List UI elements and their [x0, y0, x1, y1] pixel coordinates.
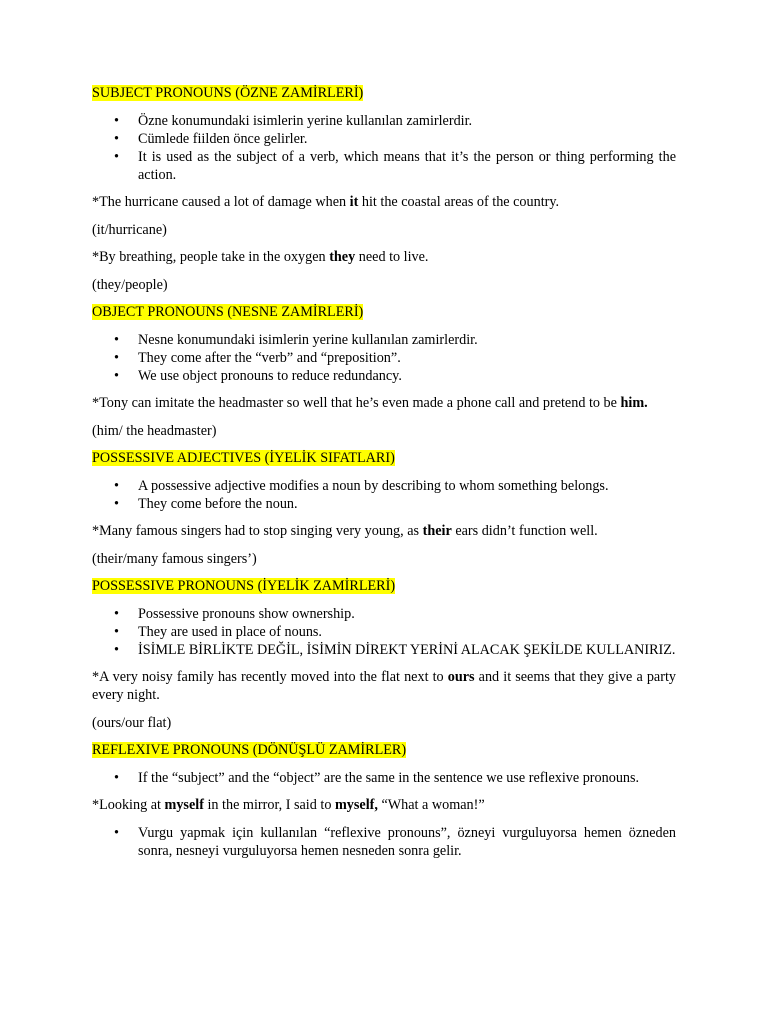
- list-item: • İSİMLE BİRLİKTE DEĞİL, İSİMİN DİREKT YERİNİ ALACAK ŞEKİLDE KULLANIRIZ.: [92, 641, 676, 659]
- example-sentence: *Many famous singers had to stop singing very young, as their ears didn’t function well.: [92, 523, 598, 539]
- document-body: [92, 84, 676, 869]
- example-reference: (ours/our flat): [92, 715, 172, 731]
- section-heading: SUBJECT PRONOUNS (ÖZNE ZAMİRLERİ): [92, 85, 364, 101]
- list-item: • If the “subject” and the “object” are the same in the sentence we use reflexive pronouns.: [92, 769, 676, 787]
- bullet-list: [92, 331, 676, 385]
- list-item: • A possessive adjective modifies a noun by describing to whom something belongs.: [92, 477, 676, 495]
- list-item: • It is used as the subject of a verb, which means that it’s the person or thing performing the action.: [92, 148, 676, 184]
- list-item: • They come after the “verb” and “preposition”.: [92, 349, 676, 367]
- bullet-list: [92, 824, 676, 860]
- bullet-list: [92, 112, 676, 184]
- example-reference: (it/hurricane): [92, 222, 167, 238]
- example-sentence: *A very noisy family has recently moved into the flat next to ours and it seems that they give a party every night.: [92, 669, 676, 703]
- bullet-list: [92, 605, 676, 659]
- section-heading: POSSESSIVE ADJECTIVES (İYELİK SIFATLARI): [92, 450, 395, 466]
- bullet-list: [92, 769, 676, 787]
- list-item: • They come before the noun.: [92, 495, 676, 513]
- bullet-list: [92, 477, 676, 513]
- example-sentence: *Looking at myself in the mirror, I said to myself, “What a woman!”: [92, 797, 485, 813]
- list-item: • They are used in place of nouns.: [92, 623, 676, 641]
- example-reference: (their/many famous singers’): [92, 551, 257, 567]
- example-reference: (him/ the headmaster): [92, 423, 217, 439]
- section-heading: OBJECT PRONOUNS (NESNE ZAMİRLERİ): [92, 304, 364, 320]
- list-item: • Özne konumundaki isimlerin yerine kullanılan zamirlerdir.: [92, 112, 676, 130]
- list-item: • Possessive pronouns show ownership.: [92, 605, 676, 623]
- section-heading: REFLEXIVE PRONOUNS (DÖNÜŞLÜ ZAMİRLER): [92, 742, 407, 758]
- list-item: • We use object pronouns to reduce redundancy.: [92, 367, 676, 385]
- example-sentence: *Tony can imitate the headmaster so well that he’s even made a phone call and pretend to be him.: [92, 395, 648, 411]
- list-item: • Cümlede fiilden önce gelirler.: [92, 130, 676, 148]
- example-reference: (they/people): [92, 277, 168, 293]
- list-item: • Vurgu yapmak için kullanılan “reflexive pronouns”, özneyi vurguluyorsa hemen özneden sonra, nesneyi vurguluyorsa hemen nesneden sonra gelir.: [92, 824, 676, 860]
- list-item: • Nesne konumundaki isimlerin yerine kullanılan zamirlerdir.: [92, 331, 676, 349]
- example-sentence: *The hurricane caused a lot of damage when it hit the coastal areas of the country.: [92, 194, 560, 210]
- example-sentence: *By breathing, people take in the oxygen they need to live.: [92, 249, 429, 265]
- section-heading: POSSESSIVE PRONOUNS (İYELİK ZAMİRLERİ): [92, 578, 396, 594]
